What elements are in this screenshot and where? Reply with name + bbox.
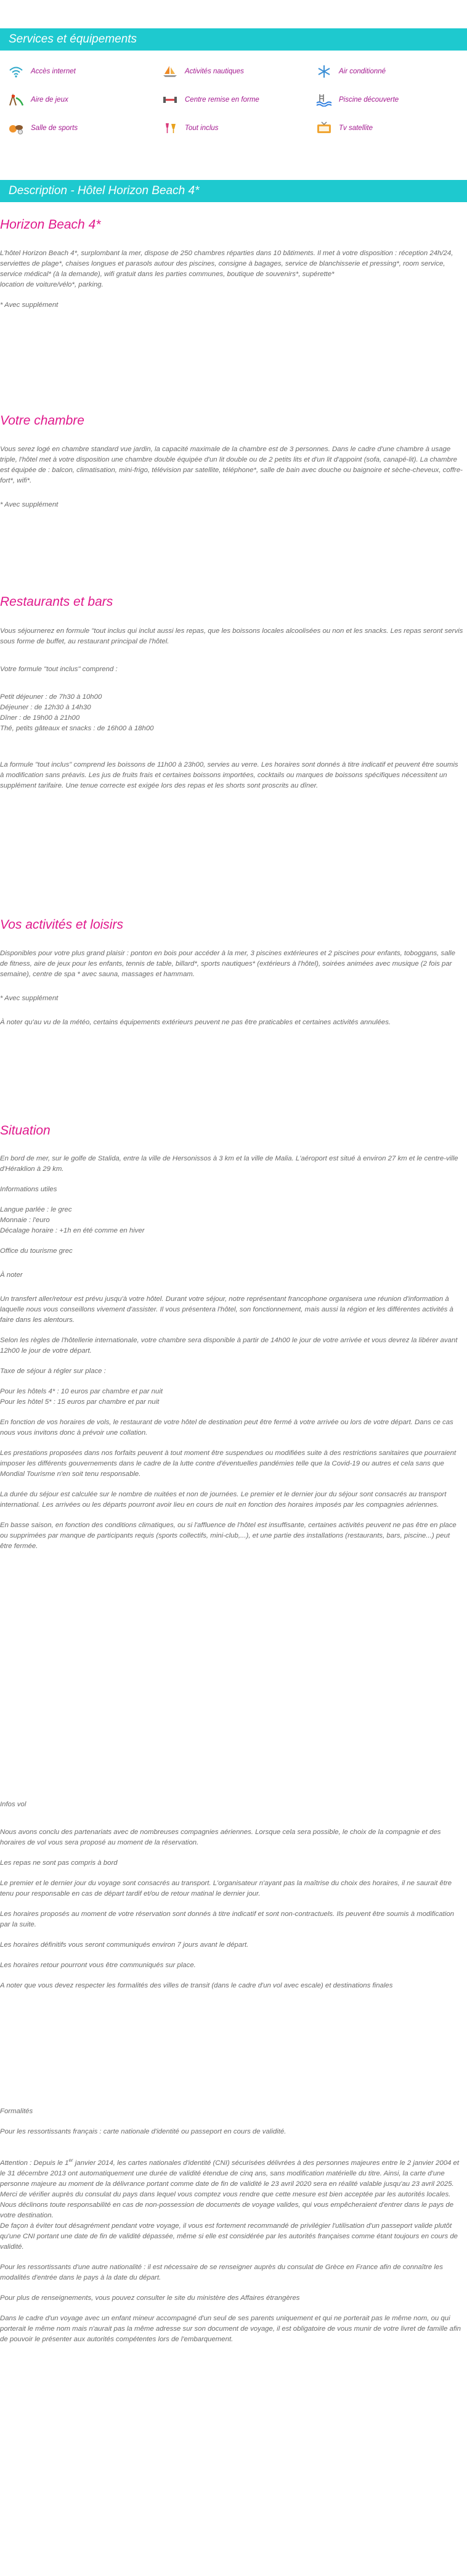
service-item [161, 92, 259, 107]
service-label: Aire de jeux [31, 96, 68, 104]
restaurants-title: Restaurants et bars [0, 595, 113, 609]
formalities-text [0, 2106, 463, 2345]
all-inclusive-icon [161, 121, 179, 135]
room-text [0, 444, 463, 510]
useful-info-list: Langue parlée : le grec Monnaie : l'euro Décalage horaire : +1h en été comme en hiver [0, 1206, 145, 1234]
restaurants-intro: Vous séjournerez en formule "tout inclus qui inclut aussi les repas, que les boissons locales alcoolisées ou non et les snacks. Les repas seront servis sous forme de buffet, au restaurant principal de l'hôtel. [0, 627, 463, 645]
snowflake-icon [315, 65, 333, 78]
service-label: Air conditionné [339, 67, 386, 75]
sailing-icon [161, 65, 179, 78]
sanitary-restrictions-info: Les prestations proposées dans nos forfaits peuvent à tout moment être suspendues ou modifiées suite à des restrictions sanitaires que pourraient imposer les différents gouvernements dans le cadre de la lutte contre d'éventuelles pandémies telle que la Covid-19 ou autres et cela sans que Mondial Tourisme n'en soit tenu responsable. [0, 1449, 457, 1478]
situation-title: Situation [0, 1123, 51, 1138]
activities-title: Vos activités et loisirs [0, 918, 123, 932]
service-item [7, 92, 68, 107]
wifi-icon [7, 65, 25, 78]
activities-weather: À noter qu'au vu de la météo, certains équipements extérieurs peuvent ne pas être praticables et certaines activités annulées. [0, 1019, 391, 1026]
room-description: Vous serez logé en chambre standard vue jardin, la capacité maximale de la chambre est de 3 personnes. Dans le cadre d'une chambre à usage triple, l'hôtel met à votre disposition une chambre double équipée d'un lit double ou de 2 petits lits et d'un lit d'appoint (sofa, canapé-lit). La chambre est équipée de : balcon, climatisation, mini-frigo, télévision par satellite, téléphone*, salle de bain avec douche ou baignoire et sèche-cheveux, coffre-fort*, wifi*. [0, 446, 463, 484]
tv-icon [315, 121, 333, 135]
service-item [315, 92, 399, 107]
service-item [7, 64, 76, 79]
restaurants-drinks: La formule "tout inclus" comprend les boissons de 11h00 à 23h00, servies au verre. Les horaires sont donnés à titre indicatif et peuvent être soumis à modification sans préavis. Les jus de fruits frais et certaines boissons importées, cocktails ou marques de boissons spécifiques nécessitent un supplément tarifaire. Une tenue correcte est exigée lors des repas et les shorts sont proscrits au dîner. [0, 761, 458, 789]
transit-formalities: A noter que vous devez respecter les formalités des villes de transit (dans le cadre d'un vol avec escale) et destinations finales [0, 1982, 393, 1989]
id-card-validity-info: Attention : Depuis le 1er janvier 2014, les cartes nationales d'identité (CNI) sécurisées délivrées à des personnes majeures entre le 2 janvier 2004 et le 31 décembre 2013 ont automatiquement une durée de validité étendue de cinq ans, sans modification matérielle du titre. Ainsi, la carte d'une personne majeure au moment de la délivrance portant comme date de fin de validité le 23 avril 2020 sera en réalité valable jusqu'au 23 avril 2025. Merci de vérifier auprès du consulat du pays dans lequel vous comptez vous rendre que cette mesure est bien acceptée par les autorités locales. Nous déclinons toute responsabilité en cas de non-possession de documents de voyage valides, qui vous empêcheraient d'entrer dans le pays de votre destination. De façon à éviter tout désagrément pendant votre voyage, il vous est fortement recommandé de privilégier l'utilisation d'un passeport valide plutôt qu'une CNI portant une date de fin de validité dépassée, même si elle est considérée par les autorités françaises comme étant toujours en cours de validité. [0, 2158, 460, 2251]
pool-icon [315, 93, 333, 107]
low-season-info: En basse saison, en fonction des conditions climatiques, ou si l'affluence de l'hôtel est insuffisante, certaines activités peuvent ne pas être en place ou supprimées par manque de participants requis (sports collectifs, mini-club,...), et une partie des installations (restaurants, bars, piscine...) peut être fermée. [0, 1522, 457, 1550]
note-heading: À noter [0, 1271, 23, 1279]
restaurants-hours: Petit déjeuner : de 7h30 à 10h00 Déjeuner : de 12h30 à 14h30 Dîner : de 19h00 à 21h00 Thé, petits gâteaux et snacks : de 16h00 à 18h00 [0, 693, 154, 732]
restaurant-closure-info: En fonction de vos horaires de vols, le restaurant de votre hôtel de destination peut être fermé à votre arrivée ou lors de votre départ. Dans ce cas nous vous invitons donc à prévoir une collation. [0, 1419, 453, 1437]
foreign-affairs-info: Pour plus de renseignements, vous pouvez consulter le site du ministère des Affaires étrangères [0, 2294, 300, 2302]
situation-location: En bord de mer, sur le golfe de Stalida, entre la ville de Hersonissos à 3 km et la ville de Malia. L'aéroport est situé à environ 27 km et le centre-ville d'Héraklion à 29 km. [0, 1155, 458, 1173]
flight-partners: Nous avons conclu des partenariats avec de nombreuses compagnies aériennes. Lorsque cela sera possible, le choix de la compagnie et des horaires de vol vous sera proposé au moment de la réservation. [0, 1828, 441, 1846]
flight-info-heading: Infos vol [0, 1801, 26, 1808]
service-label: Activités nautiques [185, 67, 244, 75]
hotel-note: * Avec supplément [0, 301, 59, 309]
dumbbell-icon [161, 93, 179, 107]
service-item [315, 121, 373, 136]
playground-icon [7, 93, 25, 107]
tourist-tax-heading: Taxe de séjour à régler sur place : [0, 1367, 106, 1375]
description-header: Description - Hôtel Horizon Beach 4* [0, 180, 467, 202]
sports-icon [7, 121, 25, 135]
service-label: Tout inclus [185, 124, 219, 132]
formalities-heading: Formalités [0, 2108, 33, 2115]
restaurants-text [0, 626, 463, 791]
hotel-description: L'hôtel Horizon Beach 4*, surplombant la mer, dispose de 250 chambres réparties dans 10 bâtiments. Il met à votre disposition : réception 24h/24, serviettes de plage*, chaises longues et parasols autour des piscines, consigne à bagages, service de blanchisserie et pressing*, room service, service médical* (à la demande), wifi gratuit dans les parties communes, boutique de souvenirs*, supérette* location de voiture/vélo*, parking. [0, 250, 453, 288]
restaurants-formula: Votre formule "tout inclus" comprend : [0, 666, 118, 673]
hotel-title: Horizon Beach 4* [0, 218, 101, 232]
activities-text [0, 948, 463, 1028]
service-label: Salle de sports [31, 124, 78, 132]
return-schedules: Les horaires retour pourront vous être communiqués sur place. [0, 1962, 196, 1969]
stay-duration-info: La durée du séjour est calculée sur le nombre de nuitées et non de journées. Le premier et le dernier jour du séjour sont consacrés au transport international. Les arrivées ou les départs pourront avoir lieu en cours de nuit en fonction des horaires imposés par les compagnies aériennes. [0, 1491, 447, 1509]
services-header: Services et équipements [0, 28, 467, 51]
meals-not-included: Les repas ne sont pas compris à bord [0, 1859, 118, 1867]
service-item [161, 64, 244, 79]
other-nationals-info: Pour les ressortissants d'une autre nationalité : il est nécessaire de se renseigner auprès du consulat de Grèce en France afin de connaître les modalités d'entrée dans le pays à la date du départ. [0, 2264, 443, 2281]
activities-description: Disponibles pour votre plus grand plaisir : ponton en bois pour accéder à la mer, 3 piscines extérieures et 2 piscines pour enfants, toboggans, salle de fitness, aire de jeux pour les enfants, tennis de table, billard*, sports nautiques* (extérieurs à l'hôtel), soirées animées avec musique (2 fois par semaine), centre de spa * avec sauna, massages et hammam. [0, 950, 455, 978]
service-label: Tv satellite [339, 124, 373, 132]
service-label: Piscine découverte [339, 96, 399, 104]
tourist-tax-list: Pour les hôtels 4* : 10 euros par chambre et par nuit Pour les hôtel 5* : 15 euros par chambre et par nuit [0, 1388, 163, 1406]
situation-text [0, 1154, 463, 1552]
hotel-text [0, 248, 463, 311]
useful-info-heading: Informations utiles [0, 1186, 57, 1193]
french-nationals-info: Pour les ressortissants français : carte nationale d'identité ou passeport en cours de validité. [0, 2128, 286, 2135]
service-label: Centre remise en forme [185, 96, 259, 104]
service-item [161, 121, 219, 136]
room-title: Votre chambre [0, 414, 84, 428]
service-item [315, 64, 386, 79]
minor-travel-info: Dans le cadre d'un voyage avec un enfant mineur accompagné d'un seul de ses parents uniquement et qui ne porterait pas le même nom, ou qui porterait le même nom mais n'aurait pas la même adresse sur son document de voyage, il est obligatoire de vous munir de votre livret de famille afin de pouvoir le présenter aux autorités compétentes lors de l'embarquement. [0, 2315, 461, 2343]
room-availability: Selon les règles de l'hôtellerie internationale, votre chambre sera disponible à partir de 14h00 le jour de votre arrivée et vous devrez la libérer avant 12h00 le jour de votre départ. [0, 1337, 458, 1355]
transfer-info: Un transfert aller/retour est prévu jusqu'à votre hôtel. Durant votre séjour, notre représentant francophone organisera une réunion d'information à laquelle nous vous conseillons vivement d'assister. Il vous présentera l'hôtel, son fonctionnement, mais aussi la région et les différentes activités à faire dans les alentours. [0, 1295, 453, 1324]
service-item [7, 121, 78, 136]
first-last-day-info: Le premier et le dernier jour du voyage sont consacrés au transport. L'organisateur n'ayant pas la maîtrise du choix des horaires, il ne saurait être tenu pour responsable en cas de départ tardif et/ou de retour matinal le dernier jour. [0, 1880, 452, 1897]
service-label: Accès internet [31, 67, 76, 75]
indicative-schedules: Les horaires proposés au moment de votre réservation sont donnés à titre indicatif et sont non-contractuels. Ils peuvent être soumis à modification par la suite. [0, 1910, 454, 1928]
flight-info-text [0, 1800, 463, 1991]
room-note: * Avec supplément [0, 501, 59, 508]
tourism-office: Office du tourisme grec [0, 1247, 73, 1255]
final-schedules: Les horaires définitifs vous seront communiqués environ 7 jours avant le départ. [0, 1941, 249, 1949]
activities-note: * Avec supplément [0, 995, 59, 1002]
